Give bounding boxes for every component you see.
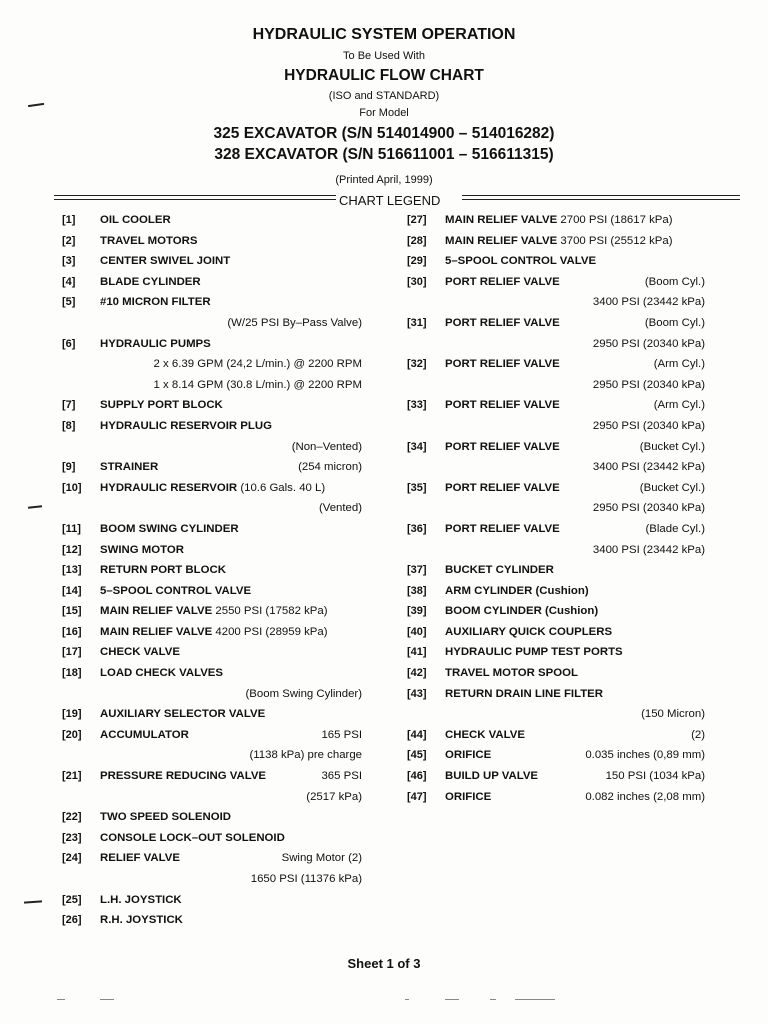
legend-item [407,688,705,709]
legend-item [62,646,362,667]
legend-item [407,729,705,750]
legend-item [407,667,705,688]
legend-item-label: AUXILIARY QUICK COUPLERS [445,625,613,638]
legend-item-detail: 2950 PSI (20340 kPa) [592,378,705,391]
legend-item-detail: (Boom Swing Cylinder) [245,687,362,700]
legend-item-label: BUCKET CYLINDER [445,564,554,577]
legend-item-number: [29] [407,255,427,268]
legend-item-value: 165 PSI [321,728,362,741]
legend-item-detail: 2950 PSI (20340 kPa) [592,502,705,515]
legend-item-label: PORT RELIEF VALVE [445,522,560,535]
scan-artifact [515,999,555,1000]
legend-item-continuation [407,544,705,565]
legend-item-label: PORT RELIEF VALVE [445,481,560,494]
legend-item-label: BOOM SWING CYLINDER [100,522,239,535]
legend-item [62,276,362,297]
legend-item-number: [42] [407,667,427,680]
binder-hole-mark [24,900,42,903]
legend-item [407,646,705,667]
legend-item-number: [20] [62,728,82,741]
legend-rule-right-top [462,195,740,196]
legend-item-number: [35] [407,481,427,494]
legend-item-continuation [62,441,362,462]
legend-item-inline-value: 3700 PSI (25512 kPa) [560,234,673,247]
legend-item-number: [25] [62,893,82,906]
legend-item-detail: 2950 PSI (20340 kPa) [592,419,705,432]
legend-item-detail: (150 Micron) [641,708,705,721]
legend-item-value: (Blade Cyl.) [645,522,705,535]
legend-item-label: TRAVEL MOTORS [100,234,198,247]
legend-item-label: ARM CYLINDER (Cushion) [445,584,589,597]
legend-item [407,399,705,420]
printed-date: (Printed April, 1999) [335,174,433,186]
legend-item [407,749,705,770]
legend-item-label: BUILD UP VALVE [445,770,539,783]
document-title: HYDRAULIC SYSTEM OPERATION [252,26,516,43]
legend-item [407,605,705,626]
legend-item-continuation [407,502,705,523]
scan-artifact [100,999,114,1000]
legend-item-number: [11] [62,522,81,535]
model-328-heading: 328 EXCAVATOR (S/N 516611001 – 516611315) [214,146,554,163]
legend-item-number: [9] [62,461,76,474]
flow-chart-title: HYDRAULIC FLOW CHART [284,67,484,84]
legend-item-value: (Bucket Cyl.) [639,440,705,453]
legend-item [62,544,362,565]
scan-artifact [490,999,496,1000]
legend-item-continuation [407,461,705,482]
legend-item [407,317,705,338]
legend-item-label: #10 MICRON FILTER [100,296,211,309]
legend-item-value: (Arm Cyl.) [653,399,705,412]
legend-item-value: (Boom Cyl.) [644,275,705,288]
legend-item-number: [12] [62,543,82,556]
legend-item-label: L.H. JOYSTICK [100,893,182,906]
legend-item-number: [40] [407,625,427,638]
legend-item-number: [26] [62,914,82,927]
legend-item [407,358,705,379]
sheet-number: Sheet 1 of 3 [347,956,421,971]
legend-rule-left-bottom [54,199,336,200]
legend-item-number: [33] [407,399,427,412]
legend-item-continuation [62,502,362,523]
legend-item-number: [15] [62,605,82,618]
legend-item-label: PORT RELIEF VALVE [445,275,560,288]
legend-item-number: [34] [407,440,427,453]
legend-item-number: [7] [62,399,76,412]
legend-item-label: HYDRAULIC RESERVOIR [100,481,238,494]
legend-item [62,420,362,441]
legend-item-value: Swing Motor (2) [281,852,362,865]
legend-item-label: BLADE CYLINDER [100,275,201,288]
legend-item-label: PORT RELIEF VALVE [445,440,560,453]
legend-item-label: AUXILIARY SELECTOR VALVE [100,708,266,721]
legend-item-number: [14] [62,584,82,597]
legend-item-number: [3] [62,255,76,268]
legend-item-number: [31] [407,316,427,329]
legend-item-number: [47] [407,790,427,803]
legend-item [62,852,362,873]
legend-rule-right-bottom [462,199,740,200]
legend-item-label: CENTER SWIVEL JOINT [100,255,231,268]
legend-item [407,482,705,503]
legend-item-number: [13] [62,564,82,577]
legend-item [407,791,705,812]
legend-item-detail: (1138 kPa) pre charge [249,749,362,762]
legend-item-label: CONSOLE LOCK–OUT SOLENOID [100,831,285,844]
legend-item [62,708,362,729]
legend-item-number: [5] [62,296,76,309]
for-model-subtitle: For Model [359,107,409,119]
scan-artifact [57,999,65,1000]
legend-item-label: HYDRAULIC PUMP TEST PORTS [445,646,623,659]
legend-item-number: [43] [407,687,427,700]
legend-item-number: [6] [62,337,76,350]
legend-item [62,894,362,915]
legend-item [407,441,705,462]
legend-item-value: 365 PSI [321,770,362,783]
legend-item [407,564,705,585]
legend-item-number: [23] [62,831,82,844]
legend-item-label: PRESSURE REDUCING VALVE [100,770,267,783]
legend-item-label: MAIN RELIEF VALVE [445,214,558,226]
legend-item-number: [24] [62,852,82,865]
chart-legend-heading: CHART LEGEND [336,193,443,208]
legend-item-label: CHECK VALVE [100,646,180,659]
legend-item [62,667,362,688]
legend-item-number: [39] [407,605,427,618]
legend-item-number: [38] [407,584,427,597]
legend-item-detail: 1 x 8.14 GPM (30.8 L/min.) @ 2200 RPM [153,378,362,391]
legend-item [407,585,705,606]
legend-item-label: TRAVEL MOTOR SPOOL [445,667,578,680]
legend-item-continuation [407,338,705,359]
legend-item-number: [45] [407,749,427,762]
legend-item [62,914,362,935]
legend-item-number: [16] [62,625,82,638]
legend-item-label: BOOM CYLINDER (Cushion) [445,605,599,618]
legend-item-detail: 3400 PSI (23442 kPa) [592,461,705,474]
legend-item-label: 5–SPOOL CONTROL VALVE [445,255,597,268]
legend-item-label: RETURN PORT BLOCK [100,564,226,577]
legend-item-value: 0.082 inches (2,08 mm) [585,790,705,803]
legend-item-detail: (2517 kPa) [306,790,362,803]
legend-item-label: STRAINER [100,461,159,474]
legend-item-number: [17] [62,646,82,659]
legend-item-value: 150 PSI (1034 kPa) [605,770,705,783]
legend-item [62,729,362,750]
legend-column-right [407,214,705,811]
legend-item [407,214,705,235]
legend-item-number: [41] [407,646,427,659]
legend-item-label: 5–SPOOL CONTROL VALVE [100,584,252,597]
iso-standard-subtitle: (ISO and STANDARD) [328,90,440,102]
legend-item [407,523,705,544]
legend-item-number: [32] [407,358,427,371]
legend-item-label: RELIEF VALVE [100,852,180,865]
legend-item-continuation [407,708,705,729]
legend-item [62,338,362,359]
legend-item-inline-value: 2550 PSI (17582 kPa) [215,605,328,618]
legend-item-value: (Arm Cyl.) [653,358,705,371]
legend-item-number: [28] [407,234,427,247]
legend-item-label: PORT RELIEF VALVE [445,358,560,371]
legend-item-detail: 3400 PSI (23442 kPa) [592,296,705,309]
legend-item-number: [21] [62,770,82,783]
legend-item-detail: 2 x 6.39 GPM (24,2 L/min.) @ 2200 RPM [153,358,362,371]
legend-item [62,214,362,235]
legend-item-detail: 2950 PSI (20340 kPa) [592,337,705,350]
legend-item-detail: (Non–Vented) [291,440,362,453]
legend-item-number: [19] [62,708,82,721]
legend-item-continuation [62,873,362,894]
legend-item [407,235,705,256]
legend-item [407,255,705,276]
legend-item [62,585,362,606]
legend-item [62,811,362,832]
legend-item-label: MAIN RELIEF VALVE [100,625,213,638]
legend-item-value: (Boom Cyl.) [644,316,705,329]
legend-item [62,605,362,626]
legend-item-detail: 1650 PSI (11376 kPa) [250,873,362,885]
legend-item [407,626,705,647]
legend-item-number: [8] [62,419,76,432]
legend-item-value: (2) [691,728,705,741]
legend-item-label: CHECK VALVE [445,728,525,741]
legend-item-detail: (W/25 PSI By–Pass Valve) [227,316,362,329]
legend-item-label: ORIFICE [445,790,492,803]
legend-item-continuation [62,379,362,400]
legend-item-label: HYDRAULIC RESERVOIR PLUG [100,419,272,432]
legend-item-value: 0.035 inches (0,89 mm) [585,749,705,762]
legend-item-value: (Bucket Cyl.) [639,481,705,494]
legend-item-label: MAIN RELIEF VALVE [445,234,558,247]
legend-item-number: [46] [407,770,427,783]
legend-item-detail: (Vented) [318,502,362,515]
legend-item-label: HYDRAULIC PUMPS [100,337,211,350]
legend-item-continuation [62,317,362,338]
legend-item-continuation [62,749,362,770]
legend-item-label: PORT RELIEF VALVE [445,399,560,412]
legend-item-continuation [407,379,705,400]
legend-column-left [62,214,362,935]
legend-item-inline-value: (10.6 Gals. 40 L) [240,481,326,494]
legend-item [62,564,362,585]
subtitle-to-be-used-with: To Be Used With [343,50,425,62]
legend-item-number: [22] [62,811,82,824]
binder-hole-mark [28,505,42,508]
legend-item-number: [36] [407,522,427,535]
legend-item-value: (254 micron) [298,461,362,474]
legend-item [62,461,362,482]
scan-artifact [405,999,409,1000]
legend-item [62,523,362,544]
legend-item-label: OIL COOLER [100,214,171,226]
model-325-heading: 325 EXCAVATOR (S/N 514014900 – 514016282) [213,125,555,142]
legend-item-label: PORT RELIEF VALVE [445,316,560,329]
legend-item-label: LOAD CHECK VALVES [100,667,223,680]
legend-item-number: [27] [407,214,427,226]
legend-item [407,276,705,297]
legend-item-label: RETURN DRAIN LINE FILTER [445,687,603,700]
legend-item-detail: 3400 PSI (23442 kPa) [592,543,705,556]
legend-item-label: ORIFICE [445,749,492,762]
legend-item-number: [44] [407,728,427,741]
legend-item-continuation [407,420,705,441]
legend-item [62,832,362,853]
legend-item-label: SUPPLY PORT BLOCK [100,399,223,412]
legend-item [62,235,362,256]
legend-item-continuation [62,358,362,379]
legend-item-label: R.H. JOYSTICK [100,914,183,927]
legend-item [407,770,705,791]
legend-item-continuation [62,688,362,709]
legend-item-number: [4] [62,275,76,288]
legend-item [62,296,362,317]
legend-item [62,482,362,503]
legend-item-label: ACCUMULATOR [100,728,189,741]
legend-item-inline-value: 2700 PSI (18617 kPa) [560,214,673,226]
legend-item-number: [18] [62,667,82,680]
scan-artifact [445,999,459,1000]
legend-item-inline-value: 4200 PSI (28959 kPa) [215,625,328,638]
legend-item-number: [37] [407,564,427,577]
legend-item [62,626,362,647]
legend-item [62,770,362,791]
legend-item [62,399,362,420]
legend-item-continuation [62,791,362,812]
legend-item-number: [1] [62,214,76,226]
legend-item-number: [10] [62,481,82,494]
legend-item-number: [30] [407,275,427,288]
legend-item-continuation [407,296,705,317]
legend-item-number: [2] [62,234,76,247]
legend-item-label: MAIN RELIEF VALVE [100,605,213,618]
legend-item-label: TWO SPEED SOLENOID [100,811,232,824]
legend-item [62,255,362,276]
legend-item-label: SWING MOTOR [100,543,184,556]
legend-rule-left-top [54,195,336,196]
